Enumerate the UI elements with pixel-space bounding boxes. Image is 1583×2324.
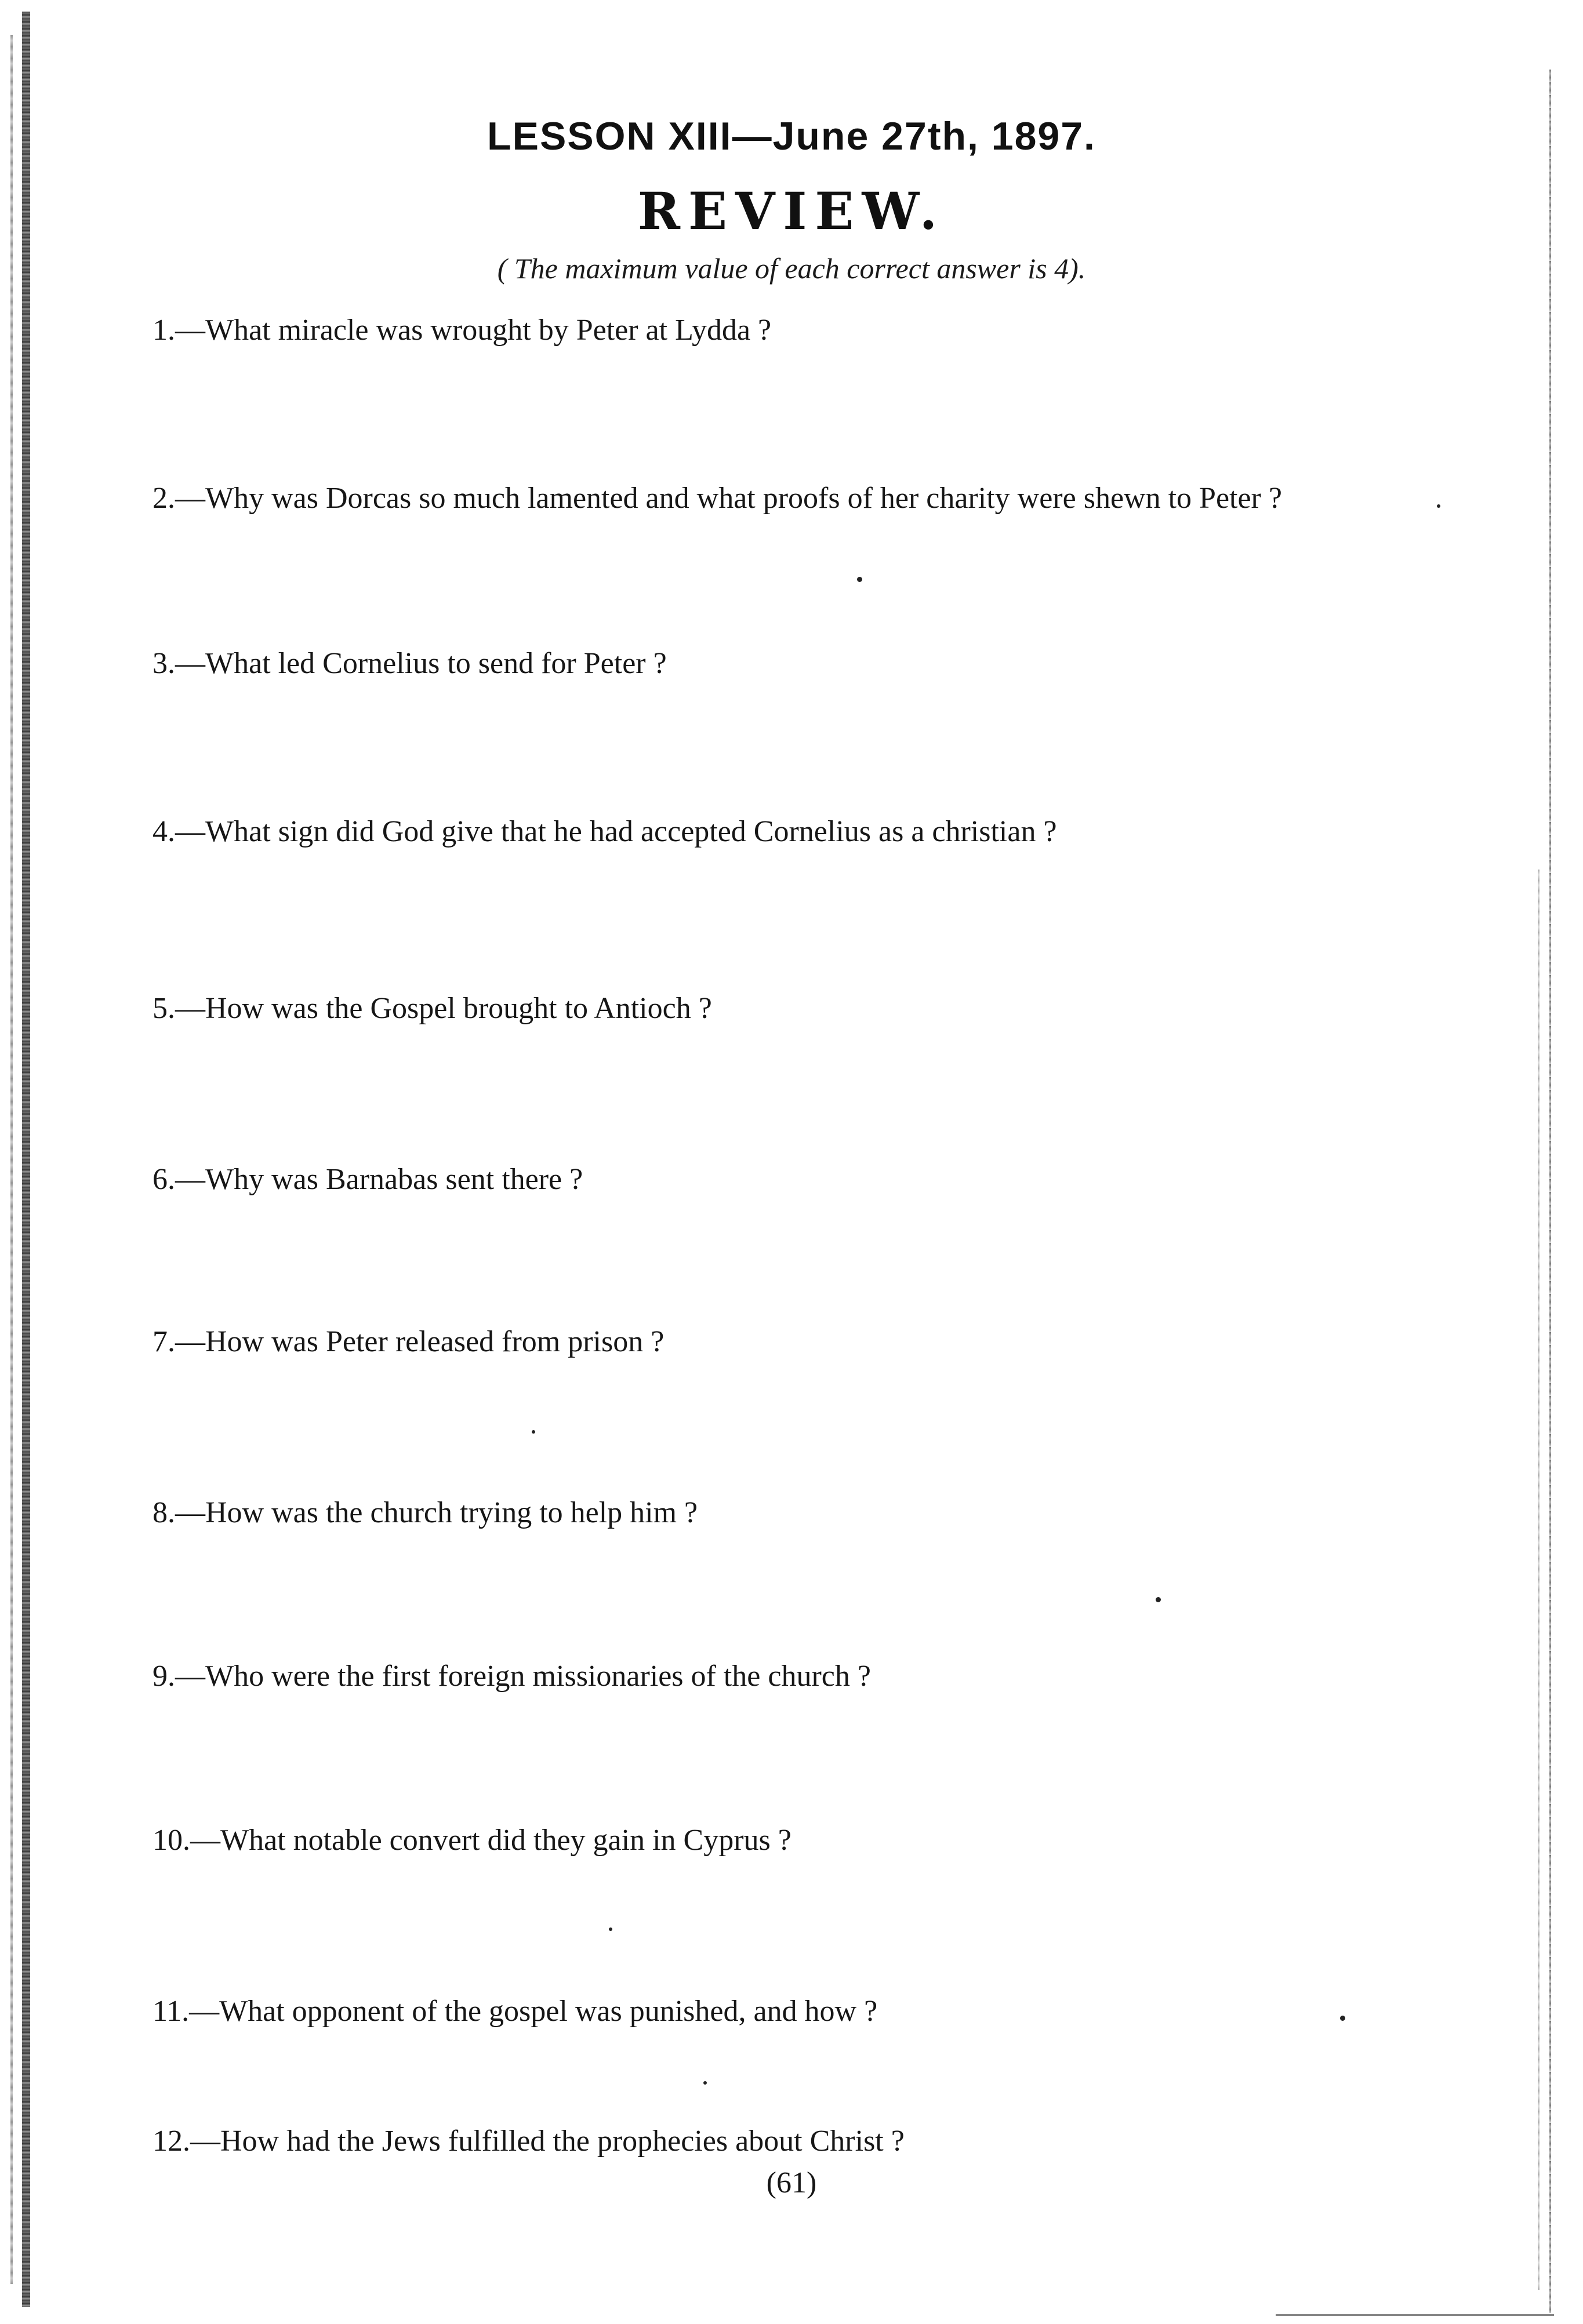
question-number: 12.	[153, 2125, 190, 2158]
question-number: 5.	[153, 992, 175, 1025]
question-item	[153, 1659, 1486, 1694]
review-heading: REVIEW.	[637, 181, 946, 241]
question-text: —Why was Dorcas so much lamented and what proofs of her charity were shewn to Peter ?	[175, 482, 1282, 515]
scoring-note: ( The maximum value of each correct answer is 4).	[497, 252, 1086, 285]
question-number: 1.	[153, 314, 175, 347]
page-number: (61)	[766, 2166, 817, 2199]
question-item	[153, 1325, 1486, 1359]
scan-edge-bottom	[1276, 2314, 1554, 2316]
scan-speck	[857, 577, 862, 582]
question-item	[153, 481, 1486, 516]
scan-speck	[609, 1927, 612, 1931]
question-text: —What miracle was wrought by Peter at Lydda ?	[175, 314, 772, 347]
question-text: —What notable convert did they gain in Cyprus ?	[190, 1824, 792, 1857]
lesson-title: LESSON XIII—June 27th, 1897.	[487, 114, 1096, 158]
question-number: 8.	[153, 1496, 175, 1529]
question-number: 4.	[153, 815, 175, 848]
question-text: —Who were the first foreign missionaries of the church ?	[175, 1660, 871, 1693]
scan-edge-left-inner	[10, 35, 13, 2284]
question-text: —How had the Jews fulfilled the prophecies about Christ ?	[190, 2125, 905, 2158]
question-item	[153, 1994, 1486, 2029]
scan-speck	[532, 1430, 535, 1434]
question-item	[153, 2124, 1486, 2159]
question-item	[153, 1162, 1486, 1197]
question-text: —How was the Gospel brought to Antioch ?	[175, 992, 712, 1025]
question-number: 9.	[153, 1660, 175, 1693]
question-number: 7.	[153, 1325, 175, 1358]
scan-edge-right-inner	[1538, 870, 1540, 2290]
scan-speck	[703, 2081, 707, 2085]
question-number: 2.	[153, 482, 175, 515]
question-number: 3.	[153, 647, 175, 680]
question-number: 10.	[153, 1824, 190, 1857]
question-text: —What led Cornelius to send for Peter ?	[175, 647, 667, 680]
question-item	[153, 646, 1486, 681]
question-text: —What opponent of the gospel was punished, and how ?	[189, 1995, 878, 2028]
scan-edge-right	[1549, 70, 1551, 2313]
question-item	[153, 991, 1486, 1026]
question-item	[153, 313, 1486, 348]
question-text: —How was Peter released from prison ?	[175, 1325, 665, 1358]
question-number: 6.	[153, 1163, 175, 1196]
question-text: —What sign did God give that he had accepted Cornelius as a christian ?	[175, 815, 1057, 848]
question-text: —How was the church trying to help him ?	[175, 1496, 698, 1529]
question-item	[153, 1496, 1486, 1530]
question-item	[153, 1823, 1486, 1858]
scan-edge-left	[22, 12, 30, 2307]
question-text: —Why was Barnabas sent there ?	[175, 1163, 583, 1196]
question-item	[153, 814, 1486, 849]
question-number: 11.	[153, 1995, 190, 2028]
scan-speck	[1156, 1597, 1161, 1602]
